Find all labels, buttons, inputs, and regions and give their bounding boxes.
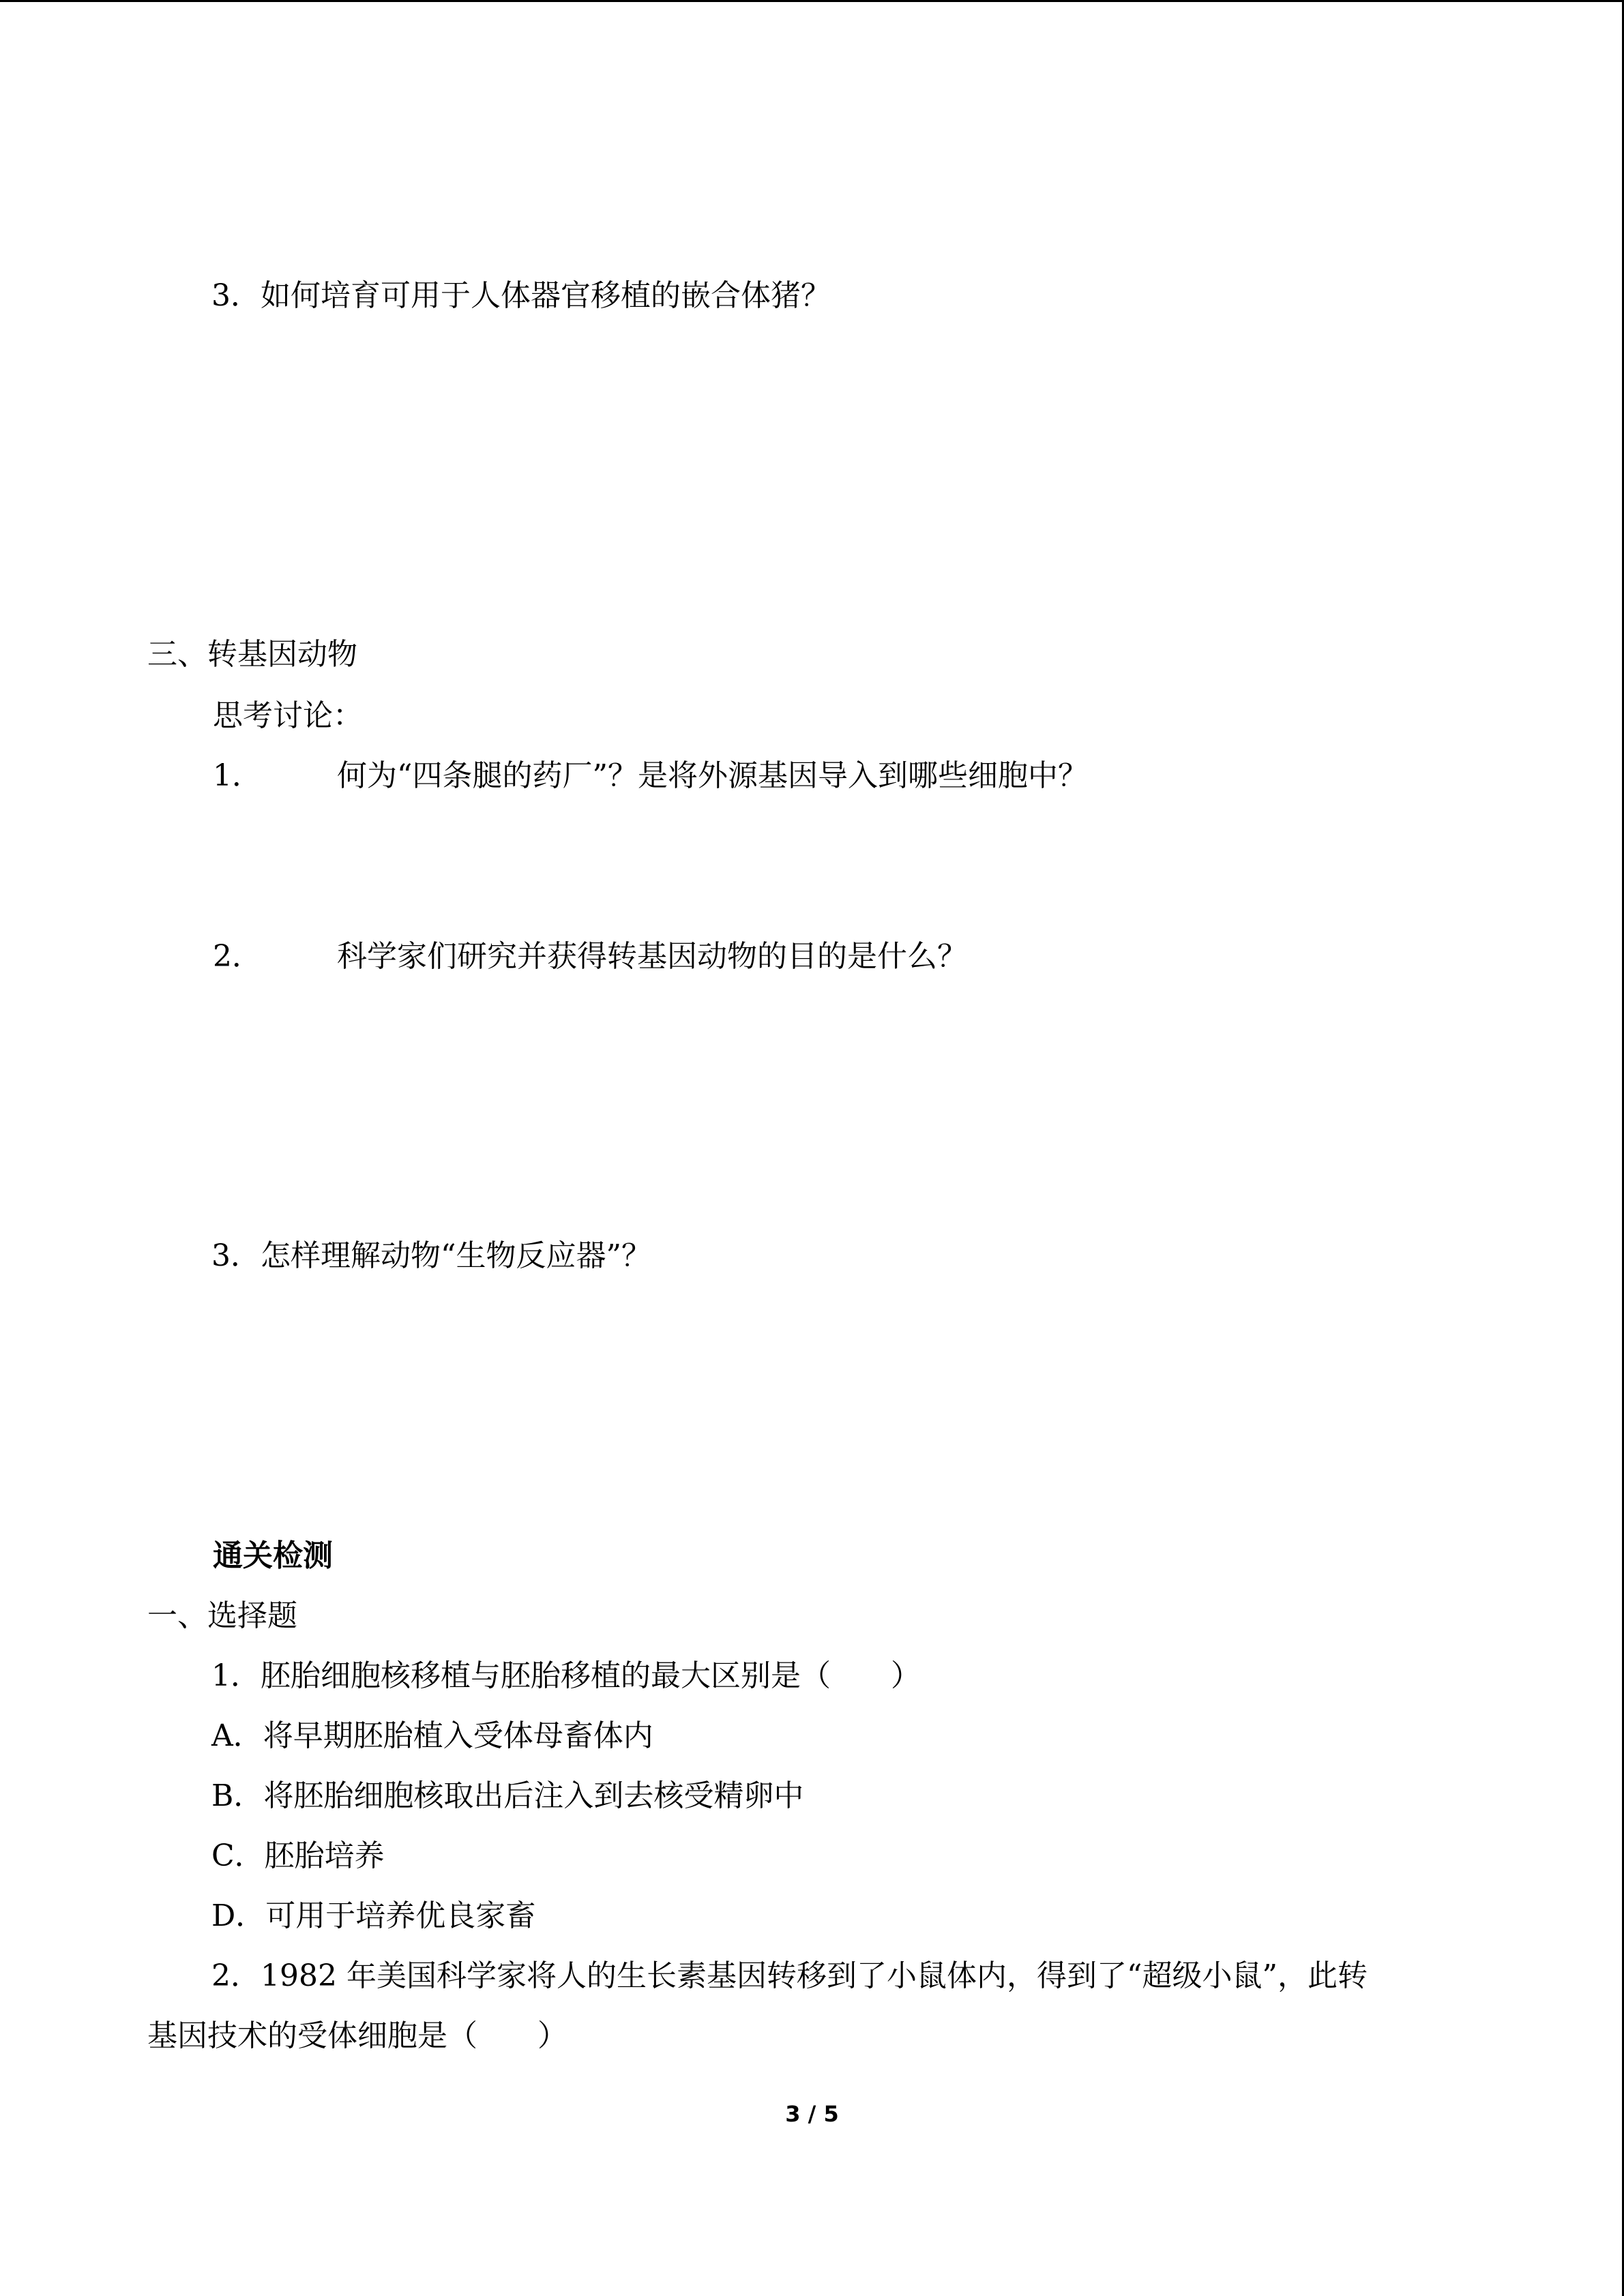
choice-question-2-line-2: 基因技术的受体细胞是（ ）: [147, 2018, 567, 2053]
page-number: 3 / 5: [785, 2101, 839, 2127]
discussion-question-3: 3．怎样理解动物“生物反应器”？: [211, 1238, 651, 1273]
choice-option-b: B．将胚胎细胞核取出后注入到去核受精卵中: [211, 1778, 804, 1813]
choice-option-a: A．将早期胚胎植入受体母畜体内: [211, 1718, 653, 1753]
question-number: 1．: [213, 758, 262, 793]
question-chimera-pig: 3．如何培育可用于人体器官移植的嵌合体猪？: [211, 278, 831, 313]
choice-option-c: C．胚胎培养: [211, 1838, 385, 1873]
check-section-title: 通关检测: [213, 1538, 333, 1573]
page-border-top: [0, 0, 1624, 2]
discussion-label: 思考讨论：: [213, 698, 363, 733]
choice-question-2-line-1: 2．1982 年美国科学家将人的生长素基因转移到了小鼠体内，得到了“超级小鼠”，此转: [211, 1958, 1368, 1993]
question-text: 何为“四条腿的药厂”？是将外源基因导入到哪些细胞中？: [337, 758, 1088, 793]
choice-question-1: 1．胚胎细胞核移植与胚胎移植的最大区别是（ ）: [211, 1658, 921, 1693]
question-number: 2．: [213, 939, 262, 974]
question-text: 科学家们研究并获得转基因动物的目的是什么？: [337, 939, 967, 974]
discussion-question-1: [213, 756, 1088, 796]
choice-option-d: D．可用于培养优良家畜: [211, 1898, 536, 1933]
section-heading-transgenic-animals: 三、转基因动物: [147, 637, 357, 672]
discussion-question-2: [213, 936, 967, 977]
multiple-choice-heading: 一、选择题: [147, 1598, 297, 1633]
